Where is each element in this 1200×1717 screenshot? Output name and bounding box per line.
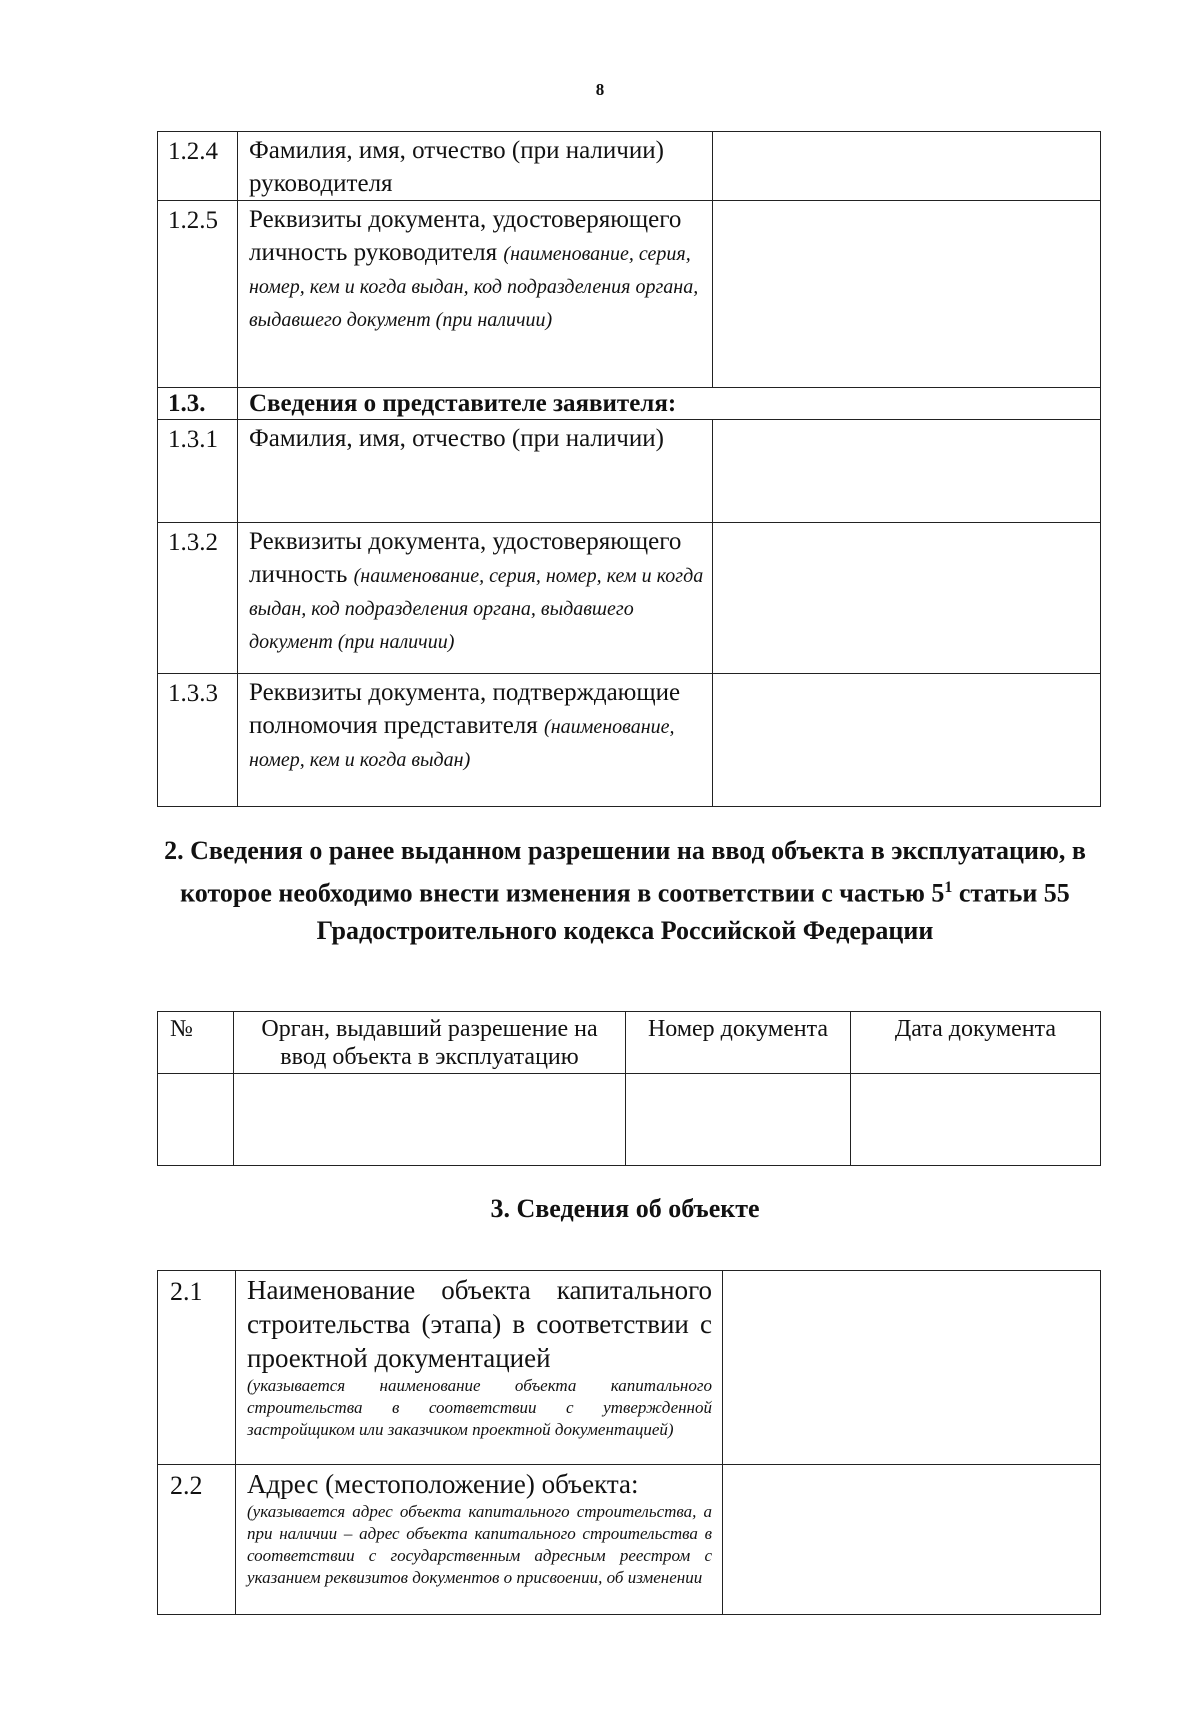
row-number: 1.2.5 xyxy=(158,201,238,388)
value-cell[interactable] xyxy=(713,420,1101,523)
value-cell[interactable] xyxy=(626,1074,851,1166)
section-2-heading: 2. Сведения о ранее выданном разрешении на ввод объекта в эксплуатацию, в которое необходимо внести изменения в соответствии с частью $5^1$ статьи 55 Градостроительного кодекса Российской Федерации xyxy=(164,836,1086,945)
value-cell[interactable] xyxy=(713,523,1101,674)
row-note: (наименование, серия, номер, кем и когда выдан, код подразделения органа, выдавшего документ (при наличии) xyxy=(249,243,699,331)
permit-table xyxy=(157,1011,1101,1166)
value-cell[interactable] xyxy=(851,1074,1101,1166)
column-header: № xyxy=(158,1012,234,1074)
column-header: Номер документа xyxy=(626,1012,851,1074)
row-number: 1.3.3 xyxy=(158,674,238,807)
value-cell[interactable] xyxy=(713,132,1101,201)
column-header: Орган, выдавший разрешение на ввод объекта в эксплуатацию xyxy=(234,1012,626,1074)
table-row xyxy=(158,1271,1101,1465)
section-row xyxy=(158,388,1101,420)
table-row xyxy=(158,201,1101,388)
row-label: Наименование объекта капитального строительства (этапа) в соответствии с проектной документацией (указывается наименование объекта капитального строительства в соответствии с утвержденной застройщиком или заказчиком проектной документацией) xyxy=(236,1271,723,1465)
table-row xyxy=(158,523,1101,674)
row-label: Реквизиты документа, удостоверяющего личность руководителя (наименование, серия, номер, кем и когда выдан, код подразделения органа, выдавшего документ (при наличии) xyxy=(238,201,713,388)
row-number: 2.2 xyxy=(158,1465,236,1615)
row-label: Адрес (местоположение) объекта: (указывается адрес объекта капитального строительства, а при наличии – адрес объекта капитального строительства в соответствии с государственным адресным реестром с указанием реквизитов документов о присвоении, об изменении xyxy=(236,1465,723,1615)
page-number: 8 xyxy=(595,80,605,99)
row-number: 1.2.4 xyxy=(158,132,238,201)
value-cell[interactable] xyxy=(234,1074,626,1166)
value-cell[interactable] xyxy=(713,674,1101,807)
table-row xyxy=(158,1074,1101,1166)
row-note: (наименование, номер, кем и когда выдан) xyxy=(249,716,675,771)
superscript: 1 xyxy=(944,879,953,896)
row-number: 1.3.2 xyxy=(158,523,238,674)
section-3-heading: 3. Сведения об объекте xyxy=(490,1194,760,1223)
row-label: Фамилия, имя, отчество (при наличии) xyxy=(238,420,713,523)
object-details-table xyxy=(157,1270,1101,1615)
value-cell[interactable] xyxy=(723,1271,1101,1465)
section-title: Сведения о представителе заявителя: xyxy=(238,388,1101,420)
table-header-row xyxy=(158,1012,1101,1074)
table-row xyxy=(158,420,1101,523)
value-cell[interactable] xyxy=(713,201,1101,388)
row-label: Реквизиты документа, удостоверяющего личность (наименование, серия, номер, кем и когда выдан, код подразделения органа, выдавшего документ (при наличии) xyxy=(238,523,713,674)
row-number: 2.1 xyxy=(158,1271,236,1465)
row-note: (наименование, серия, номер, кем и когда выдан, код подразделения органа, выдавшего документ (при наличии) xyxy=(249,565,704,653)
table-row xyxy=(158,1465,1101,1615)
row-label: Фамилия, имя, отчество (при наличии) руководителя xyxy=(238,132,713,201)
table-row xyxy=(158,132,1101,201)
table-row xyxy=(158,674,1101,807)
row-number: 1.3.1 xyxy=(158,420,238,523)
row-label: Реквизиты документа, подтверждающие полномочия представителя (наименование, номер, кем и когда выдан) xyxy=(238,674,713,807)
value-cell[interactable] xyxy=(158,1074,234,1166)
applicant-details-table xyxy=(157,131,1101,807)
column-header: Дата документа xyxy=(851,1012,1101,1074)
value-cell[interactable] xyxy=(723,1465,1101,1615)
row-note: (указывается адрес объекта капитального строительства, а при наличии – адрес объекта капитального строительства в соответствии с государственным адресным реестром с указанием реквизитов документов о присвоении, об изменении xyxy=(247,1502,712,1587)
row-number: 1.3. xyxy=(158,388,238,420)
row-note: (указывается наименование объекта капитального строительства в соответствии с утвержденной застройщиком или заказчиком проектной документацией) xyxy=(247,1376,712,1439)
